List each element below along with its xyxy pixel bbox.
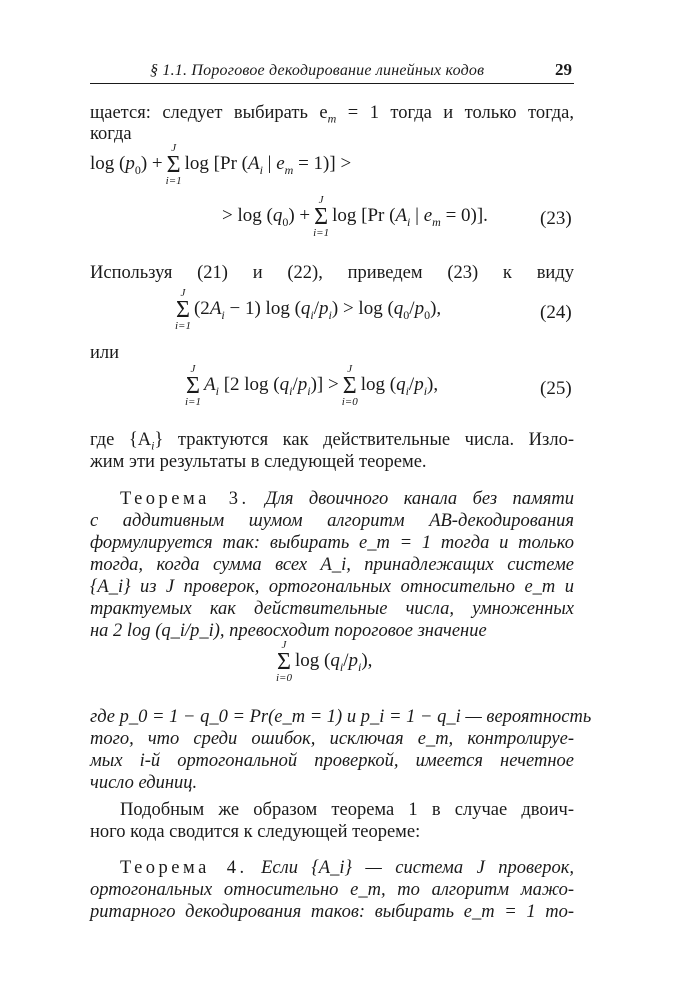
equation-25-number: (25): [540, 378, 572, 399]
para3-line2: жим эти результаты в следующей теореме.: [90, 452, 427, 472]
theorem3-line2: с аддитивным шумом алгоритм АВ-декодирования: [90, 511, 574, 531]
where-line2: того, что среди ошибок, исключая e_m, контролируе-: [90, 729, 574, 749]
para4-line2: ного кода сводится к следующей теореме:: [90, 822, 421, 842]
header-rule: [90, 83, 574, 84]
where-line3: мых i-й ортогональной проверкой, имеется нечетное: [90, 751, 574, 771]
equation-23-part2: > $\log (q_0)$ + J Σ i=1 log [Pr ($A_i$ | $e_m = 0$)].: [222, 194, 488, 239]
para2-line: Используя (21) и (22), приведем (23) к виду: [90, 263, 574, 283]
equation-24: J Σ i=1 $(2A_i - 1)$ $\log (q_i/p_i) > \log (q_0/p_0)$,: [175, 287, 442, 332]
theorem3-line1: Теорема 3. Для двоичного канала без памяти: [120, 489, 575, 509]
theorem3-line4: тогда, когда сумма всех A_i, принадлежащих системе: [90, 555, 574, 575]
threshold-formula: J Σ i=0 $\log (q_i/p_i)$,: [276, 639, 373, 684]
theorem4-line3: ритарного декодирования таков: выбирать e_m = 1 то-: [90, 902, 574, 922]
running-head: § 1.1. Пороговое декодирование линейных кодов: [150, 62, 485, 79]
or-word: или: [90, 343, 120, 363]
where-line4: число единиц.: [90, 773, 198, 793]
para4-line1: Подобным же образом теорема 1 в случае двоич-: [120, 800, 574, 820]
page-number: 29: [555, 60, 572, 79]
para3-line1: где $\{A_i\}$ трактуются как действительные числа. Изло-: [90, 430, 574, 453]
where-line1: где p_0 = 1 − q_0 = Pr(e_m = 1) и p_i = 1 − q_i — вероятность: [90, 707, 592, 727]
equation-25: J Σ i=1 $A_i$ [2 $\log (q_i/p_i)$] > J Σ i=0 $\log (q_i/p_i)$,: [185, 363, 439, 408]
theorem3-line5: {A_i} из J проверок, ортогональных относительно e_m и: [90, 577, 574, 597]
equation-23-number: (23): [540, 208, 572, 229]
equation-23-part1: $\log (p_0)$ + J Σ i=1 log [Pr ($A_i$ | $e_m = 1$)] >: [90, 142, 352, 187]
theorem4-line2: ортогональных относительно e_m, то алгоритм мажо-: [90, 880, 574, 900]
theorem3-line3: формулируется так: выбирать e_m = 1 тогда и только: [90, 533, 574, 553]
para1-line1: щается: следует выбирать $e_m = 1$ тогда и только тогда,: [90, 103, 574, 126]
para1-line2: когда: [90, 124, 132, 144]
theorem3-line6: трактуемых как действительные числа, умноженных: [90, 599, 574, 619]
equation-24-number: (24): [540, 302, 572, 323]
theorem4-line1: Теорема 4. Если {A_i} — система J проверок,: [120, 858, 575, 878]
theorem3-line7: на 2 log (q_i/p_i), превосходит пороговое значение: [90, 621, 487, 641]
